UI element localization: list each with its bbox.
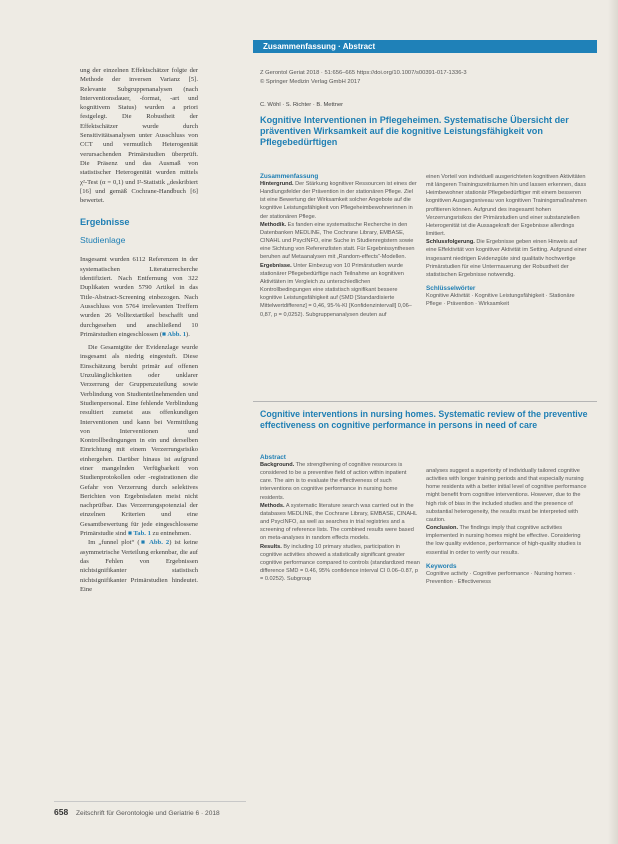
abstract-paragraph: analyses suggest a superiority of individually tailored cognitive activities with longer training periods and that especially nursing home residents with a better initial level of cognitive performance might benefit from cognitive interventions. However, due to the high risk of bias in the included studies and the presence of substantial heterogeneity, the results must be interpreted with caution. [426, 468, 587, 523]
keywords-heading: Schlüsselwörter [426, 285, 476, 293]
abstract-heading: Zusammenfassung [260, 173, 319, 180]
abstract-paragraph: einen Vorteil von individuell ausgerichteten kognitiven Aktivitäten mit längeren Trainingszeiträumen hin und lassen erkennen, dass Heimbewohner stationär Pflegebedürftiger mit einem besseren kognitiven Ausgangsniveau von kognitiven Trainingsmaßnahmen profitieren können. Aufgrund des insgesamt hohen Verzerrungsrisikos der Primärstudien und einer substanziellen Heterogenität ist die Aussagekraft der Ergebnisse allerdings limitiert. [426, 174, 587, 238]
abstract-english-col1 [260, 454, 420, 583]
abstract-paragraph: Hintergrund. Der Stärkung kognitiver Ressourcen ist eines der Handlungsfelder der Prävention in der stationären Pflege. Ziel ist eine Bewertung der Wirksamkeit solcher Angebote auf die kognitive Leistungsfähigkeit von Pflegeheimbewohnerinnen in der stationären Pflege. [260, 181, 417, 220]
keywords-heading: Keywords [426, 562, 457, 570]
main-text-column [80, 66, 198, 594]
figure-reference[interactable]: ■ Abb. 2 [139, 539, 170, 547]
abstract-paragraph: Schlussfolgerung. Die Ergebnisse geben einen Hinweis auf eine Effektivität von kognitiver Aktivität im Setting. Aufgrund einer insgesamt niedrigen Evidenzgüte sind qualitativ hochwertige Primärstudien für eine Untermauerung der Robustheit der statistischen Ergebnisse notwendig. [426, 239, 587, 278]
abstract-german-col1 [260, 173, 418, 319]
figure-reference[interactable]: ■ Abb. 1 [162, 330, 187, 338]
divider [253, 401, 597, 402]
abstract-english-col2 [426, 467, 588, 586]
authors: C. Wöhl · S. Richter · B. Mettner [260, 102, 344, 108]
page-number: 658 [54, 807, 69, 817]
keywords-list: Cognitive activity · Cognitive performance · Nursing homes · Prevention · Effectiveness [426, 570, 576, 585]
abstract-german-col2 [426, 173, 588, 308]
abstract-paragraph: Ergebnisse. Unter Einbezug von 10 Primärstudien wurde stationärer Pflegebedürftige nach Teilnahme an kognitiven Aktivitäten im Vergleich zu unterschiedlichen Kontrollbedingungen eine statistisch signifikant bessere kognitive Leistungsfähigkeit auf (SMD [Standardisierte Mittelwertdifferenz] = 0,46, 95-%-KI [Konfidenzintervall] 0,06–0,87, p = 0,0252). Subgruppenanalysen deuten auf [260, 262, 412, 318]
abstract-paragraph: Methodik. Es fanden eine systematische Recherche in den Datenbanken MEDLINE, The Cochrane Library, EMBASE, CINAHL und PsycINFO, eine Suche in Studienregistern sowie eine Sichtung von Referenzlisten statt. Für Ergebnissynthesen beruhen auf Metaanalysen mit „Random-effects“-Modellen. [260, 221, 415, 261]
body-paragraph: Im „funnel plot“ (■ Abb. 2) ist keine asymmetrische Verteilung erkennbar, die auf das Fehlen von Ergebnissen nichtsignifikanter statistisch nichtsignifikanter Primärstudien hindeutet. Eine [80, 539, 198, 593]
section-heading-ergebnisse: Ergebnisse [80, 217, 130, 228]
body-paragraph: Die Gesamtgüte der Evidenzlage wurde insgesamt als niedrig eingestuft. Diese Einschätzung beruht primär auf offenen Unzulänglichkeiten oder unklarer Verzerrung der Gruppenzuteilung sowie Verblindung von Studienteilnehmenden und Studienpersonal. Eine fehlende Verblindung resultiert zumeist aus offenkundigen Interventionen und kann bei Vermittlung von Interventionen und Kontrollbedingungen in ein und derselben Einrichtung mit einem Verzerrungsrisiko einhergehen. Darüber hinaus ist aufgrund einer mangelnden Verfügbarkeit von Studienprotokollen oder -registrationen die Gefahr von Verzerrung durch selektives Berichten von Ergebnisdaten meist nicht nachprüfbar. Das Verzerrungspotenzial der einzelnen Kriterien und eine Gesamtbewertung für jede eingeschlossene Primärstudie sind ■ Tab. 1 zu entnehmen. [80, 344, 198, 538]
table-reference[interactable]: ■ Tab. 1 [128, 530, 151, 538]
body-paragraph: Insgesamt wurden 6112 Referenzen in der systematischen Literaturrecherche identifiziert. Nach Entfernung von 322 Duplikaten wurden 5790 Artikel in das Title-Abstract-Screening einbezogen. Nach Ausschluss von 5764 irrelevanten Treffern wurden 26 Volltextartikel beschafft und durchgesehen und anschließend 10 Primärstudien eingeschlossen (■ Abb. 1). [80, 256, 198, 338]
journal-name: Zeitschrift für Gerontologie und Geriatrie 6 · 2018 [76, 810, 220, 817]
body-paragraph: ung der einzelnen Effektschätzer folgte der Methode der inversen Varianz [5]. Relevante Subgruppenanalysen (nach Interventionsdauer, -format, -art und kognitivem Status) wurden a priori festgelegt. Die Robustheit der Effektschätzer wurde durch Sensitivitätsanalysen unter Ausschluss von CCT und vermutlich Heterogenität verursachenden Primärstudien überprüft. Die Präsenz und das Ausmaß von statistischer Heterogenität wurden mittels χ²-Test (α = 0,1) und I²-Statistik „deskribiert [16] und gemäß Cochrane-Handbuch [6] bewertet. [80, 67, 198, 205]
abstract-paragraph: Methods. A systematic literature search was carried out in the databases MEDLINE, the Cochrane Library, EMBASE, CINAHL and PsycINFO, as well as searches in trial registries and a screening of reference lists. The combined results were based on meta-analyses in random effects models. [260, 502, 418, 542]
copyright-line: © Springer Medizin Verlag GmbH 2017 [260, 79, 361, 85]
section-banner: Zusammenfassung · Abstract [253, 40, 597, 53]
abstract-paragraph: Conclusion. The findings imply that cognitive activities implemented in nursing homes might be effective. Considering the low quality evidence, performance of high-quality studies is essential in order to verify our results. [426, 525, 582, 556]
citation-line: Z Gerontol Geriat 2018 · 51:656–665 https://doi.org/10.1007/s00391-017-1336-3 [260, 70, 467, 76]
abstract-paragraph: Results. By including 10 primary studies, participation in cognitive activities showed a statistically significant greater cognitive performance compared to controls (standardized mean difference SMD = 0.46, 95% confidence interval CI 0.06–0.87, p = 0.0252). Subgroup [260, 543, 420, 583]
title-english: Cognitive interventions in nursing homes. Systematic review of the preventive effectiveness on cognitive performance in persons in need of care [260, 409, 588, 430]
abstract-heading: Abstract [260, 454, 286, 461]
page-edge-shadow [608, 0, 618, 844]
title-german: Kognitive Interventionen in Pflegeheimen. Systematische Übersicht der präventiven Wirksamkeit auf die kognitive Leistungsfähigkeit von Pflegebedürftigen [260, 115, 569, 147]
abstract-paragraph: Background. The strengthening of cognitive resources is considered to be a preventive field of action within inpatient care. The aim is to evaluate the effectiveness of such interventions on cognitive performance in nursing home residents. [260, 462, 407, 501]
subsection-heading-studienlage: Studienlage [80, 235, 126, 246]
page-footer [54, 807, 220, 817]
footer-divider [54, 801, 246, 802]
keywords-list: Kognitive Aktivität · Kognitive Leistungsfähigkeit · Stationäre Pflege · Prävention · Wirksamkeit [426, 293, 575, 308]
